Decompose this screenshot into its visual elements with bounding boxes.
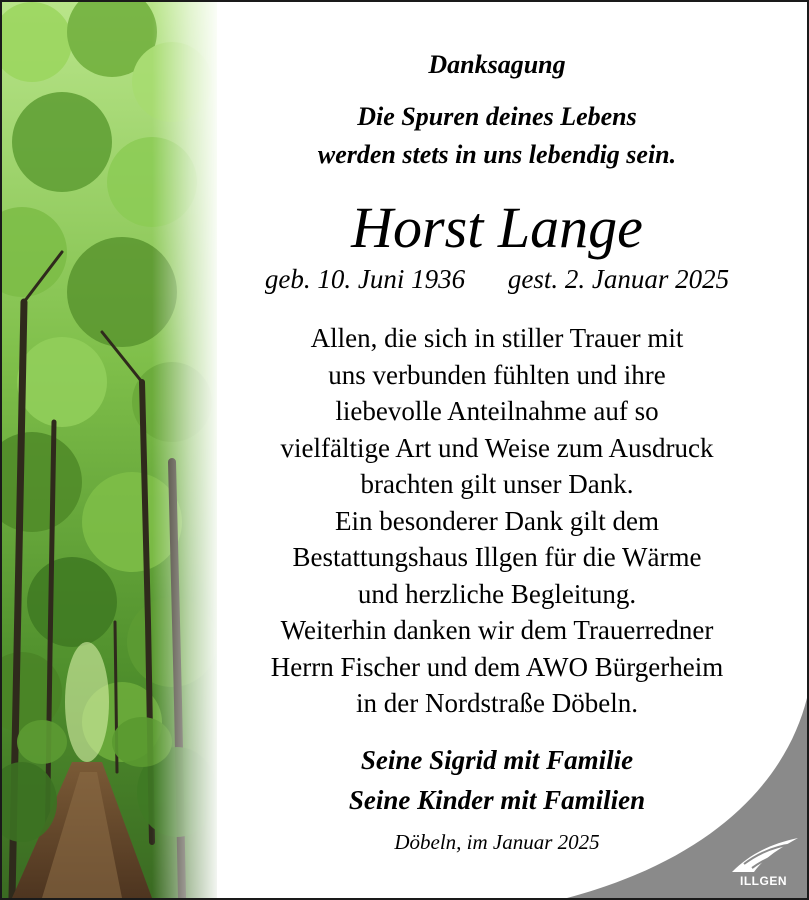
motto-line: werden stets in uns lebendig sein. [317,140,677,169]
heading: Danksagung [428,50,566,79]
signature-line: Seine Kinder mit Familien [348,785,646,815]
deceased-name: Horst Lange [351,195,643,260]
body-line: brachten gilt unser Dank. [360,469,634,499]
body-line: und herzliche Begleitung. [357,578,637,609]
place-date: Döbeln, im Januar 2025 [394,830,600,854]
body-line: Bestattungshaus Illgen für die Wärme [292,542,702,572]
body-line: vielfältige Art und Weise zum Ausdruck [280,432,714,463]
body-line: Weiterhin danken wir dem Trauerredner [280,615,714,645]
body-line: Ein besonderer Dank gilt dem [335,505,659,536]
body-line: Allen, die sich in stiller Trauer mit [310,323,684,353]
motto [202,98,792,174]
life-dates [202,264,792,295]
body-line: liebevolle Anteilnahme auf so [335,396,659,426]
death-date: gest. 2. Januar 2025 [507,264,730,294]
signatures [202,740,792,820]
motto-line: Die Spuren deines Lebens [357,102,637,131]
logo-text: ILLGEN [740,874,787,888]
thanks-text [202,320,792,722]
body-line: Herrn Fischer und dem AWO Bürgerheim [270,651,724,682]
body-line: uns verbunden fühlten und ihre [328,359,666,390]
signature-line: Seine Sigrid mit Familie [360,745,634,775]
body-line: in der Nordstraße Döbeln. [356,688,638,718]
birth-date: geb. 10. Juni 1936 [264,264,466,294]
